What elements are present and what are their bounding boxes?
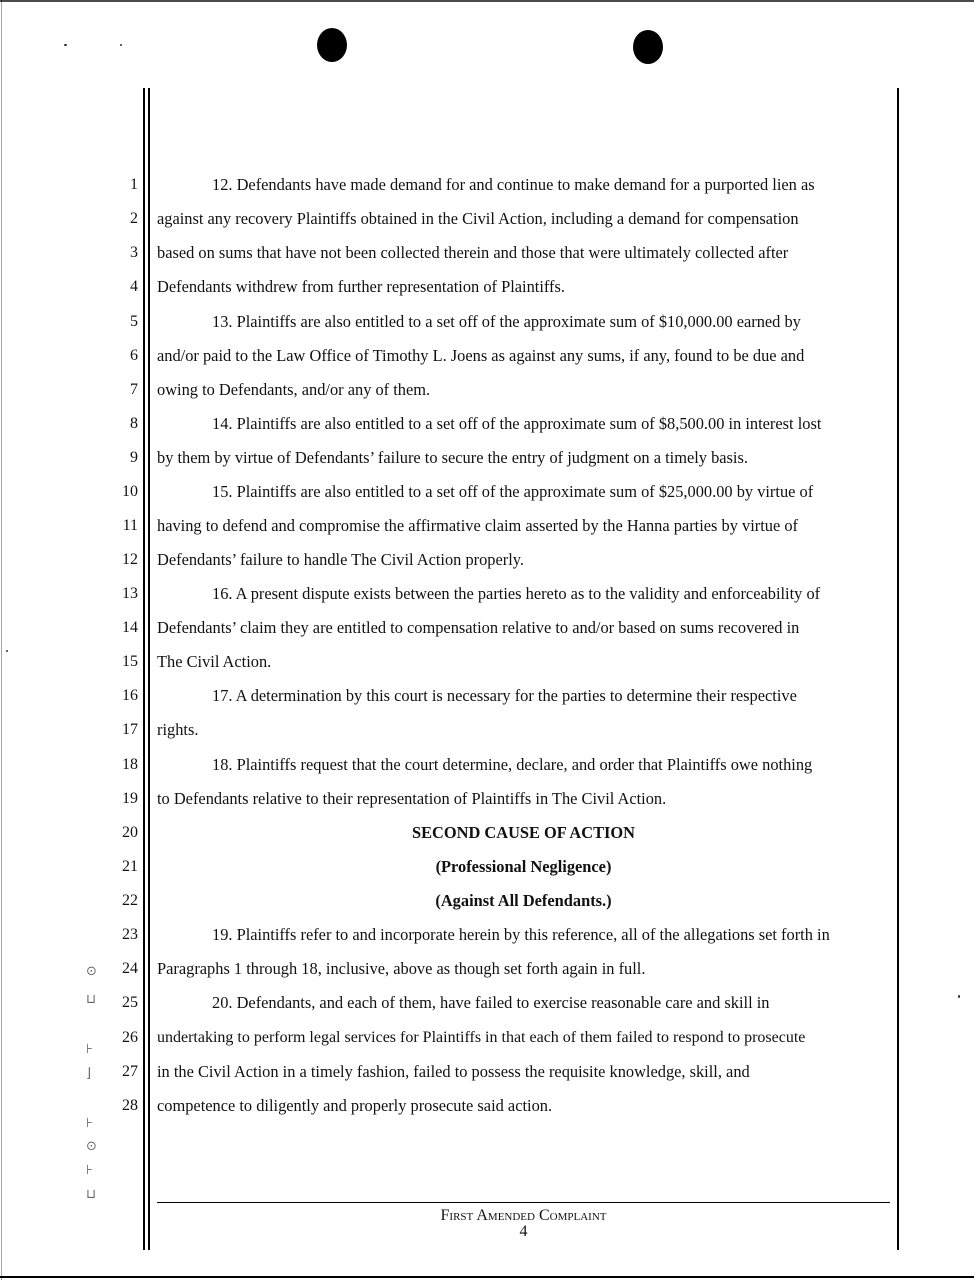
punch-hole-left	[317, 28, 347, 62]
paragraph-20-line-3: in the Civil Action in a timely fashion, failed to possess the requisite knowledge, skill, and	[157, 1062, 750, 1081]
left-margin-rule-inner	[148, 88, 150, 1250]
section-subheading: (Professional Negligence)	[435, 857, 612, 876]
paragraph-13-line-1: 13. Plaintiffs are also entitled to a set off of the approximate sum of $10,000.00 earned by	[212, 312, 801, 331]
line-number: 4	[130, 278, 138, 295]
paragraph-19-line-1: 19. Plaintiffs refer to and incorporate herein by this reference, all of the allegations set forth in	[212, 925, 830, 944]
paragraph-12-line-1: 12. Defendants have made demand for and continue to make demand for a purported lien as	[212, 175, 815, 194]
line-number: 2	[130, 210, 138, 227]
line-number: 9	[130, 449, 138, 466]
line-number: 6	[130, 347, 138, 364]
paragraph-15-line-2: having to defend and compromise the affirmative claim asserted by the Hanna parties by virtue of	[157, 516, 798, 535]
line-number: 20	[122, 824, 138, 841]
line-number: 10	[122, 483, 138, 500]
punch-hole-right	[633, 30, 663, 64]
scan-artifact-mark: ⊙	[86, 1139, 97, 1154]
paragraph-12-line-3: based on sums that have not been collected therein and those that were ultimately collected after	[157, 243, 789, 262]
paragraph-16-line-2: Defendants’ claim they are entitled to compensation relative to and/or based on sums recovered in	[157, 618, 800, 637]
paragraph-12-line-2: against any recovery Plaintiffs obtained in the Civil Action, including a demand for compensation	[157, 209, 799, 228]
paragraph-18-line-1: 18. Plaintiffs request that the court determine, declare, and order that Plaintiffs owe nothing	[212, 755, 813, 774]
line-number: 8	[130, 415, 138, 432]
scan-artifact-mark: ⊦	[86, 1042, 93, 1057]
line-number: 13	[122, 585, 138, 602]
scan-artifact-mark: ⊦	[86, 1116, 93, 1131]
paragraph-12-line-4: Defendants withdrew from further representation of Plaintiffs.	[157, 277, 565, 296]
paragraph-18-line-2: to Defendants relative to their representation of Plaintiffs in The Civil Action.	[157, 789, 667, 808]
scan-bottom-edge	[0, 1276, 974, 1278]
paragraph-20-line-4: competence to diligently and properly prosecute said action.	[157, 1096, 553, 1115]
scan-speck	[6, 650, 8, 652]
paragraph-16-line-1: 16. A present dispute exists between the parties hereto as to the validity and enforceability of	[212, 584, 821, 603]
line-number: 12	[122, 551, 138, 568]
line-number: 16	[122, 687, 138, 704]
scan-top-edge	[0, 0, 974, 2]
line-number: 24	[122, 960, 138, 977]
line-number: 3	[130, 244, 138, 261]
line-number: 5	[130, 313, 138, 330]
line-number: 17	[122, 721, 138, 738]
line-number: 7	[130, 381, 138, 398]
scan-artifact-mark: ⊦	[86, 1163, 93, 1178]
line-number: 23	[122, 926, 138, 943]
scan-speck	[958, 995, 960, 998]
paragraph-20-line-2: undertaking to perform legal services for Plaintiffs in that each of them failed to respond to prosecute	[157, 1029, 806, 1046]
line-number: 28	[122, 1097, 138, 1114]
paragraph-13-line-3: owing to Defendants, and/or any of them.	[157, 380, 431, 399]
scan-speck	[120, 44, 122, 46]
line-number: 27	[122, 1063, 138, 1080]
line-number: 25	[122, 994, 138, 1011]
left-margin-rule-outer	[143, 88, 145, 1250]
scan-artifact-mark: ⌋	[86, 1066, 92, 1081]
footer-document-title: First Amended Complaint	[440, 1207, 607, 1224]
paragraph-14-line-1: 14. Plaintiffs are also entitled to a set off of the approximate sum of $8,500.00 in interest lost	[212, 414, 822, 433]
paragraph-19-line-2: Paragraphs 1 through 18, inclusive, above as though set forth again in full.	[157, 959, 646, 978]
scan-artifact-mark: ⊔	[86, 1187, 97, 1202]
paragraph-20-line-1: 20. Defendants, and each of them, have failed to exercise reasonable care and skill in	[212, 993, 770, 1012]
line-number: 18	[122, 756, 138, 773]
line-number: 21	[122, 858, 138, 875]
line-number: 15	[122, 653, 138, 670]
line-number: 11	[122, 517, 138, 534]
line-number: 19	[122, 790, 138, 807]
scan-left-edge	[1, 0, 2, 1280]
page-number: 4	[519, 1223, 528, 1240]
section-heading: SECOND CAUSE OF ACTION	[412, 823, 635, 842]
line-number: 1	[130, 176, 138, 193]
paragraph-17-line-2: rights.	[157, 720, 199, 739]
scan-artifact-mark: ⊙	[86, 964, 97, 979]
line-number: 14	[122, 619, 138, 636]
footer-rule	[157, 1202, 890, 1203]
paragraph-15-line-3: Defendants’ failure to handle The Civil Action properly.	[157, 550, 525, 569]
line-number: 26	[122, 1029, 138, 1046]
paragraph-13-line-2: and/or paid to the Law Office of Timothy L. Joens as against any sums, if any, found to be due and	[157, 346, 805, 365]
paragraph-17-line-1: 17. A determination by this court is necessary for the parties to determine their respective	[212, 686, 797, 705]
line-number: 22	[122, 892, 138, 909]
scan-speck	[64, 44, 67, 46]
scan-artifact-mark: ⊔	[86, 992, 97, 1007]
right-margin-rule	[897, 88, 899, 1250]
paragraph-16-line-3: The Civil Action.	[157, 652, 272, 671]
paragraph-15-line-1: 15. Plaintiffs are also entitled to a set off of the approximate sum of $25,000.00 by virtue of	[212, 482, 814, 501]
section-subheading: (Against All Defendants.)	[435, 891, 612, 910]
paragraph-14-line-2: by them by virtue of Defendants’ failure to secure the entry of judgment on a timely basis.	[157, 448, 748, 467]
